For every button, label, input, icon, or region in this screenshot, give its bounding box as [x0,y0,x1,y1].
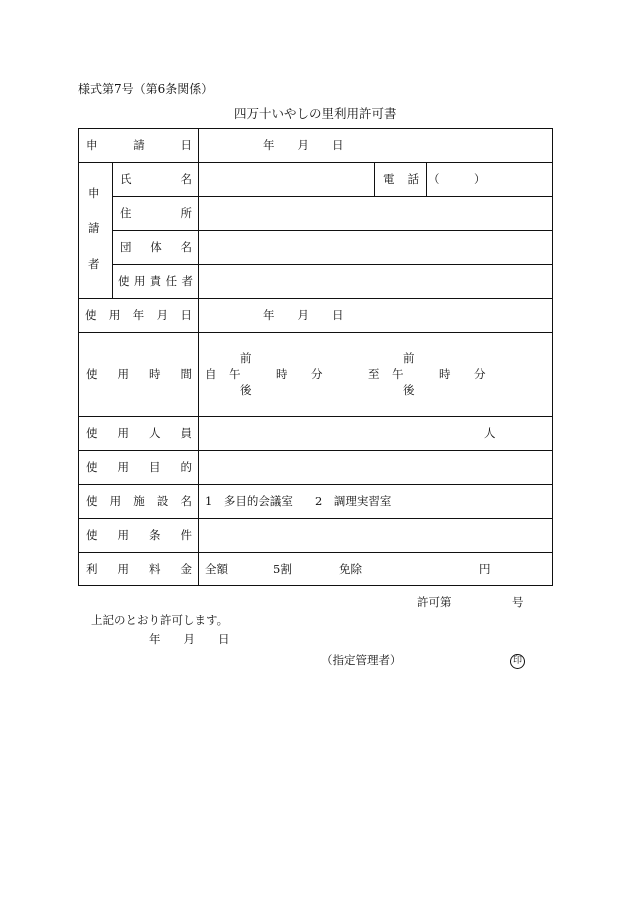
char: 使 [86,367,98,381]
char: 体 [150,240,162,254]
char: 日 [180,138,192,152]
char: 電 [383,172,395,186]
time-pm-1: 後 [240,383,252,397]
char: 用 [133,274,146,288]
char: 使 [85,308,97,322]
label-purpose [86,462,192,474]
people-unit: 人 [484,426,496,440]
char: 料 [149,562,161,576]
char: 施 [133,494,145,508]
char: 申 [86,138,98,152]
char: 用 [117,426,129,440]
char: 用 [108,308,121,322]
char: 住 [120,206,132,220]
char: 月 [156,308,169,322]
char: 使 [86,460,98,474]
char: 人 [149,426,161,440]
permit-number-suffix: 号 [512,595,524,609]
label-facility [86,496,192,508]
form-title: 四万十いやしの里利用許可書 [234,106,397,121]
label-address [120,208,192,220]
facility-option-1[interactable]: 1 多目的会議室 [205,494,293,508]
time-hour-1: 時 [276,367,288,381]
label-applicant [88,188,100,270]
issuer-label: （指定管理者） [321,653,402,667]
char: 間 [180,367,192,381]
char: 請 [88,221,100,236]
fee-half[interactable]: 5割 [273,562,292,576]
char: 者 [181,274,193,288]
value-phone[interactable]: （ ） [428,172,486,186]
label-use-time [86,369,192,381]
time-minute-2: 分 [474,367,486,381]
char: 名 [180,172,192,186]
label-fee [86,564,192,576]
char: 使 [86,494,98,508]
char: 年 [132,308,145,322]
label-manager [118,276,193,288]
fee-full[interactable]: 全額 [205,562,228,576]
char: 者 [88,256,100,271]
char: 話 [407,172,419,186]
label-conditions [86,530,192,542]
char: 使 [86,528,98,542]
char: 員 [180,426,192,440]
manager-field[interactable] [200,266,550,296]
char: 利 [86,562,98,576]
char: 所 [180,206,192,220]
name-field[interactable] [200,164,372,194]
char: 条 [149,528,161,542]
label-name [120,174,192,186]
facility-option-2[interactable]: 2 調理実習室 [315,494,392,508]
time-from: 自 [205,367,217,381]
time-noon-1: 午 [229,367,241,381]
char: 名 [180,240,192,254]
char: 申 [88,186,100,200]
fee-unit: 円 [479,562,491,576]
time-pm-2: 後 [403,383,415,397]
permit-date: 年 月 日 [149,632,230,646]
char: 使 [86,426,98,440]
char: 時 [149,367,161,381]
char: 金 [180,562,192,576]
char: 責 [149,274,162,288]
conditions-field[interactable] [200,520,550,550]
char: 日 [180,308,192,322]
char: 請 [133,138,145,152]
char: 用 [117,528,129,542]
permit-statement: 上記のとおり許可します。 [91,613,229,627]
char: 目 [149,460,161,474]
fee-exempt[interactable]: 免除 [339,562,362,576]
char: 設 [156,494,169,508]
char: 用 [117,562,129,576]
char: 団 [120,240,132,254]
group-field[interactable] [200,232,550,262]
char: 用 [109,494,122,508]
char: 的 [180,460,192,474]
label-group [120,242,192,254]
label-application-date [86,140,192,152]
permit-number-label: 許可第 [417,595,452,609]
char: 名 [180,494,192,508]
label-phone [383,174,419,186]
form-number: 様式第7号（第6条関係） [78,82,214,96]
seal-icon: 印 [510,654,525,669]
label-people [86,428,192,440]
char: 用 [117,460,129,474]
time-noon-2: 午 [392,367,404,381]
time-am-2: 前 [403,351,415,365]
char: 件 [180,528,192,542]
purpose-field[interactable] [200,452,550,482]
char: 任 [165,274,178,288]
value-use-date[interactable]: 年 月 日 [263,308,344,322]
char: 使 [118,274,130,288]
char: 用 [117,367,129,381]
address-field[interactable] [200,198,550,228]
time-am-1: 前 [240,351,252,365]
label-use-date [85,310,192,322]
char: 氏 [120,172,132,186]
time-minute-1: 分 [311,367,323,381]
value-application-date[interactable]: 年 月 日 [263,138,344,152]
time-hour-2: 時 [439,367,451,381]
time-to: 至 [368,367,380,381]
